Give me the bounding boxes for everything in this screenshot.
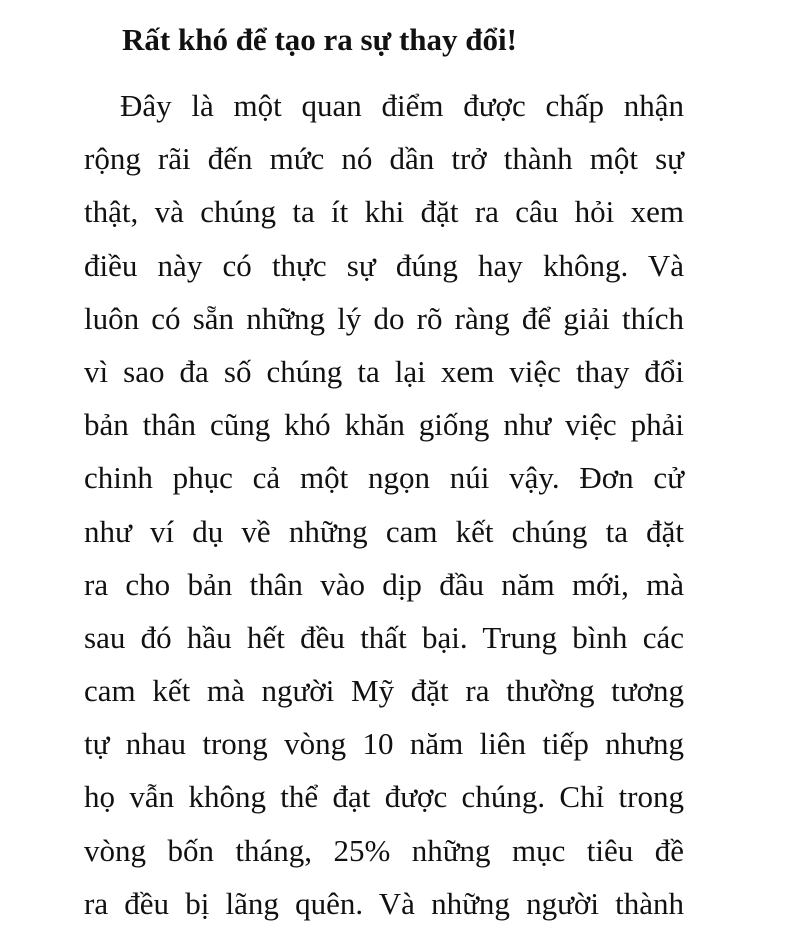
- paragraph-line: vì sao đa số chúng ta lại xem việc thay đổi: [84, 353, 684, 389]
- paragraph-line: Đây là một quan điểm được chấp nhận: [120, 88, 684, 123]
- section-heading: Rất khó để tạo ra sự thay đổi!: [122, 22, 517, 57]
- paragraph-line: bản thân cũng khó khăn giống như việc phải: [84, 407, 684, 443]
- paragraph-line: tự nhau trong vòng 10 năm liên tiếp nhưng: [84, 726, 684, 762]
- paragraph-line: luôn có sẵn những lý do rõ ràng để giải thích: [84, 300, 684, 336]
- paragraph-line: thật, và chúng ta ít khi đặt ra câu hỏi xem: [84, 194, 684, 230]
- paragraph-line: rộng rãi đến mức nó dần trở thành một sự: [84, 141, 684, 177]
- paragraph-line: điều này có thực sự đúng hay không. Và: [84, 247, 684, 283]
- paragraph-line: như ví dụ về những cam kết chúng ta đặt: [84, 513, 684, 549]
- paragraph-line: ra cho bản thân vào dịp đầu năm mới, mà: [84, 566, 684, 602]
- paragraph-line: ra đều bị lãng quên. Và những người thành: [84, 885, 684, 921]
- paragraph-line: cam kết mà người Mỹ đặt ra thường tương: [84, 673, 684, 709]
- paragraph-line: chinh phục cả một ngọn núi vậy. Đơn cử: [84, 460, 684, 496]
- paragraph-line: họ vẫn không thể đạt được chúng. Chỉ trong: [84, 779, 684, 815]
- paragraph-line: sau đó hầu hết đều thất bại. Trung bình các: [84, 619, 684, 655]
- paragraph: [84, 86, 684, 937]
- paragraph-line: vòng bốn tháng, 25% những mục tiêu đề: [84, 832, 684, 868]
